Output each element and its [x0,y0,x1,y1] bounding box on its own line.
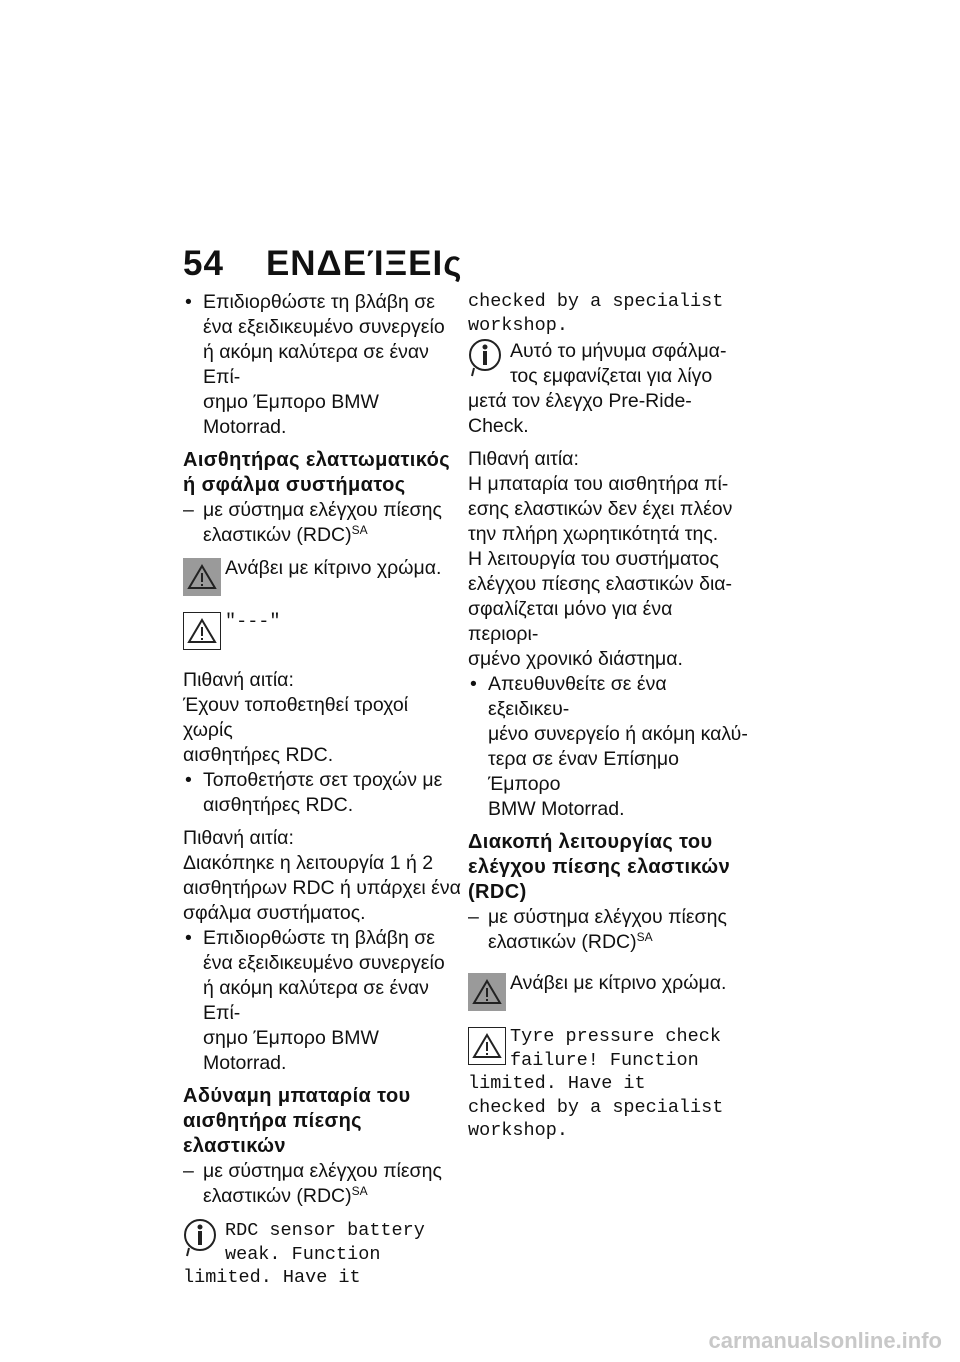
rdc-condition-2: – με σύστημα ελέγχου πίεσης ελαστικών (RDC)$^{SA}$ [183,1160,442,1207]
cause-label-2: Πιθανή αιτία: [183,827,294,849]
lamp-row-1: Ανάβει με κίτρινο χρώμα. [183,556,463,606]
warning-lamp-icon [183,558,221,596]
page-header [183,244,462,284]
info-icon [183,1221,217,1255]
cause-label-3: Πιθανή αιτία: [468,448,579,470]
warning-lamp-icon [468,973,506,1011]
failure-message: Tyre pressure check failure! Function limited. Have it checked by a specialist workshop. [468,1026,724,1141]
heading-rdc-failure: Διακοπή λειτουργίας του ελέγχου πίεσης ελαστικών (RDC) [468,831,731,903]
lamp-row-2: Ανάβει με κίτρινο χρώμα. [468,971,748,1021]
page-number: 54 [183,244,224,283]
section-title: ΕΝΔΕΊΞΕΙς [265,244,463,283]
repair-bullet-1: • Επιδιορθώστε τη βλάβη σε ένα εξειδικευμένο συνεργείο ή ακόμη καλύτερα σε έναν Επί- σημο Έμπορο BMW Motorrad. [183,290,463,440]
heading-weak-battery: Αδύναμη μπαταρία του αισθητήρα πίεσης ελαστικών [183,1085,411,1157]
left-column [183,290,463,1290]
watermark: carmanualsonline.info [708,1328,942,1353]
display-row-1: "---" [183,610,463,660]
cause-label-1: Πιθανή αιτία: [183,669,294,691]
rdc-condition-3: – με σύστημα ελέγχου πίεσης ελαστικών (RDC)$^{SA}$ [468,906,727,953]
cause-text-3: Η μπαταρία του αισθητήρα πί- εσης ελαστικών δεν έχει πλέον την πλήρη χωρητικότητά της. Η λειτουργία του συστήματος ελέγχου πίεσης ελαστικών δια- σφαλίζεται μόνο για ένα περιορι- σμένο χρονικό διάστημα. [468,473,733,670]
battery-message: RDC sensor battery weak. Function limited. Have it [183,1220,425,1288]
cause-text-2: Διακόπηκε η λειτουργία 1 ή 2 αισθητήρων RDC ή υπάρχει ένα σφάλμα συστήματος. [183,852,461,924]
cause-text-1: Έχουν τοποθετηθεί τροχοί χωρίς αισθητήρες RDC. [183,694,409,766]
repair-bullet-2: • Επιδιορθώστε τη βλάβη σε ένα εξειδικευμένο συνεργείο ή ακόμη καλύτερα σε έναν Επί- σημο Έμπορο BMW Motorrad. [183,926,463,1076]
fit-wheels-bullet: • Τοποθετήστε σετ τροχών με αισθητήρες RDC. [183,768,463,818]
battery-message-cont: checked by a specialist workshop. [468,291,724,336]
warning-triangle-icon [183,612,221,650]
heading-sensor-fault: Αισθητήρας ελαττωματικός ή σφάλμα συστήματος [183,449,451,496]
rdc-condition-1: – με σύστημα ελέγχου πίεσης ελαστικών (RDC)$^{SA}$ [183,499,442,546]
contact-dealer-bullet: • Απευθυνθείτε σε ένα εξειδικευ- μένο συνεργείο ή ακόμη καλύ- τερα σε έναν Επίσημο Έμπορο BMW Motorrad. [468,672,748,822]
info-icon [468,341,502,375]
right-column [468,290,748,1143]
warning-triangle-icon [468,1027,506,1065]
info-row: Αυτό το μήνυμα σφάλμα- τος εμφανίζεται για λίγο μετά τον έλεγχο Pre-Ride-Check. [468,340,727,437]
